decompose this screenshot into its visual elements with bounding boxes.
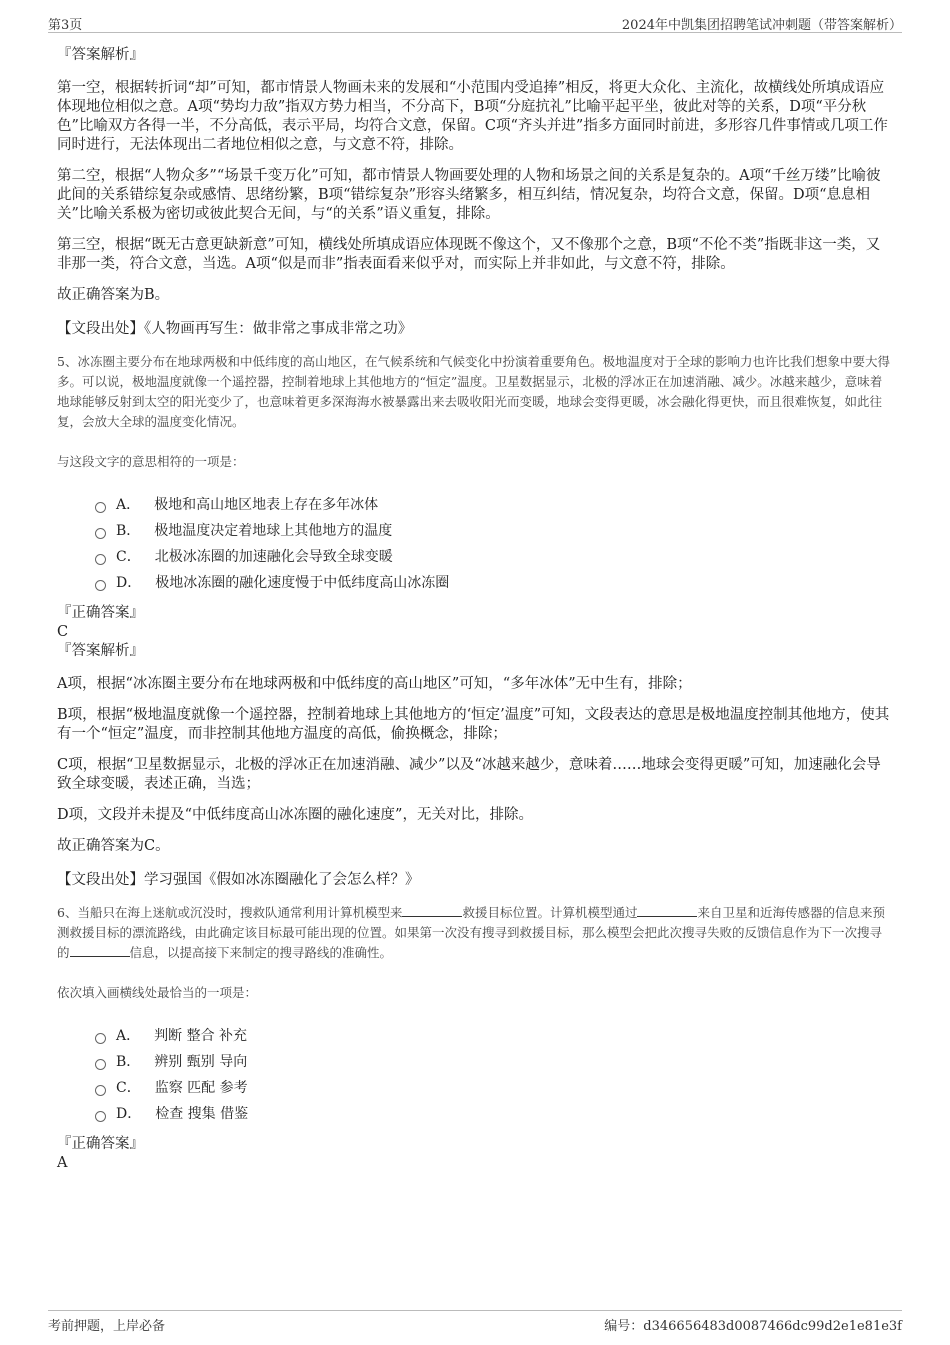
option-b[interactable]: B． 辨别 甄别 导向 — [95, 1049, 893, 1075]
document-title: 2024年中凯集团招聘笔试冲刺题（带答案解析） — [621, 18, 902, 33]
analysis-paragraph: 第一空，根据转折词“却”可知，都市情景人物画未来的发展和“小范围内受追捧”相反，将更大众化、主流化，故横线处所填成语应体现地位相似之意。A项“势均力敌”指双方势力相当，不分高下，B项“分庭抗礼”比喻平起平坐，彼此对等的关系，D项“平分秋色”比喻双方各得一半，不分高低，表示平局，均符合文意，保留。C项“齐头并进”指多方面同时前进，多形容几件事情或几项工作同时进行，无法体现出二者地位相似之意，与文意不符，排除。 — [57, 80, 888, 153]
document-id: 编号：d346656483d0087466dc99d2e1e81e3f — [604, 1319, 902, 1334]
analysis-paragraph: D项，文段并未提及“中低纬度高山冰冻圈的融化速度”，无关对比，排除。 — [57, 807, 533, 823]
question-6-text: 6、当船只在海上迷航或沉没时，搜救队通常利用计算机模型来 救援目标位置。计算机模型通过 来自卫星和近海传感器的信息来预测救援目标的漂流路线，由此确定该目标最可能出现的位置。如果第一次没有搜寻到救援目标，那么模型会把此次搜寻失败的反馈信息作为下一次搜寻的 信息，以提高接下来制定的搜寻路线的准确性。 — [57, 905, 885, 960]
fill-blank — [70, 944, 130, 957]
answer-conclusion: 故正确答案为C。 — [57, 838, 170, 854]
radio-icon[interactable] — [95, 528, 106, 539]
page-header — [48, 12, 902, 33]
correct-answer: A — [57, 1155, 68, 1171]
page-footer — [48, 1310, 902, 1334]
question-6-options — [95, 1023, 893, 1127]
fill-blank — [402, 904, 462, 917]
answer-conclusion: 故正确答案为B。 — [57, 287, 170, 303]
question-5-text: 5、冰冻圈主要分布在地球两极和中低纬度的高山地区，在气候系统和气候变化中扮演着重要角色。极地温度对于全球的影响力也许比我们想象中要大得多。可以说，极地温度就像一个遥控器，控制着地球上其他地方的“恒定”温度。卫星数据显示，北极的浮冰正在加速消融、减少。冰越来越少，意味着地球能够反射到太空的阳光变少了，也意味着更多深海海水被暴露出来去吸收阳光而变暖，地球会变得更暖，冰会融化得更快，而且很难恢复，如此往复，会放大全球的温度变化情况。 — [57, 354, 890, 429]
analysis-paragraph: A项，根据“冰冻圈主要分布在地球两极和中低纬度的高山地区”可知，“多年冰体”无中生有，排除； — [57, 676, 692, 692]
radio-icon[interactable] — [95, 1033, 106, 1044]
analysis-paragraph: C项，根据“卫星数据显示，北极的浮冰正在加速消融、减少”以及“冰越来越少，意味着……地球会变得更暖”可知，加速融化会导致全球变暖，表述正确，当选； — [57, 757, 881, 792]
question-6-prompt: 依次填入画横线处最恰当的一项是： — [57, 985, 258, 1000]
analysis-label: 『答案解析』 — [57, 47, 144, 63]
option-c[interactable]: C． 北极冰冻圈的加速融化会导致全球变暖 — [95, 544, 893, 570]
source-citation: 【文段出处】学习强国《假如冰冻圈融化了会怎么样？》 — [57, 872, 420, 888]
option-a[interactable]: A． 极地和高山地区地表上存在多年冰体 — [95, 492, 893, 518]
analysis-paragraph: 第三空，根据“既无古意更缺新意”可知，横线处所填成语应体现既不像这个，又不像那个之意，B项“不伦不类”指既非这一类，又非那一类，符合文意，当选。A项“似是而非”指表面看来似乎对，而实际上并非如此，与文意不符，排除。 — [57, 237, 881, 272]
source-citation: 【文段出处】《人物画再写生：做非常之事成非常之功》 — [57, 321, 413, 337]
footer-slogan: 考前押题，上岸必备 — [48, 1319, 166, 1334]
fill-blank — [637, 904, 697, 917]
correct-answer-label: 『正确答案』 — [57, 1136, 144, 1152]
analysis-paragraph: B项，根据“极地温度就像一个遥控器，控制着地球上其他地方的‘恒定’温度”可知，文段表达的意思是极地温度控制其他地方，使其有一个“恒定”温度，而非控制其他地方温度的高低，偷换概念，排除； — [57, 707, 890, 742]
analysis-label: 『答案解析』 — [57, 643, 144, 659]
radio-icon[interactable] — [95, 580, 106, 591]
radio-icon[interactable] — [95, 1059, 106, 1070]
radio-icon[interactable] — [95, 554, 106, 565]
question-5-prompt: 与这段文字的意思相符的一项是： — [57, 454, 245, 469]
radio-icon[interactable] — [95, 1111, 106, 1122]
radio-icon[interactable] — [95, 502, 106, 513]
option-a[interactable]: A． 判断 整合 补充 — [95, 1023, 893, 1049]
analysis-paragraph: 第二空，根据“人物众多”“场景千变万化”可知，都市情景人物画要处理的人物和场景之间的关系是复杂的。A项“千丝万缕”比喻彼此间的关系错综复杂或感情、思绪纷繁，B项“错综复杂”形容头绪繁多，相互纠结，情况复杂，均符合文意，保留。D项“息息相关”比喻关系极为密切或彼此契合无间，与“的关系”语义重复，排除。 — [57, 168, 881, 222]
correct-answer-label: 『正确答案』 — [57, 605, 144, 621]
option-d[interactable]: D． 极地冰冻圈的融化速度慢于中低纬度高山冰冻圈 — [95, 570, 893, 596]
option-d[interactable]: D． 检查 搜集 借鉴 — [95, 1101, 893, 1127]
page-number: 第3页 — [48, 18, 83, 33]
option-b[interactable]: B． 极地温度决定着地球上其他地方的温度 — [95, 518, 893, 544]
radio-icon[interactable] — [95, 1085, 106, 1096]
question-5-options — [95, 492, 893, 596]
page-content — [57, 46, 893, 1173]
option-c[interactable]: C． 监察 匹配 参考 — [95, 1075, 893, 1101]
correct-answer: C — [57, 624, 69, 640]
